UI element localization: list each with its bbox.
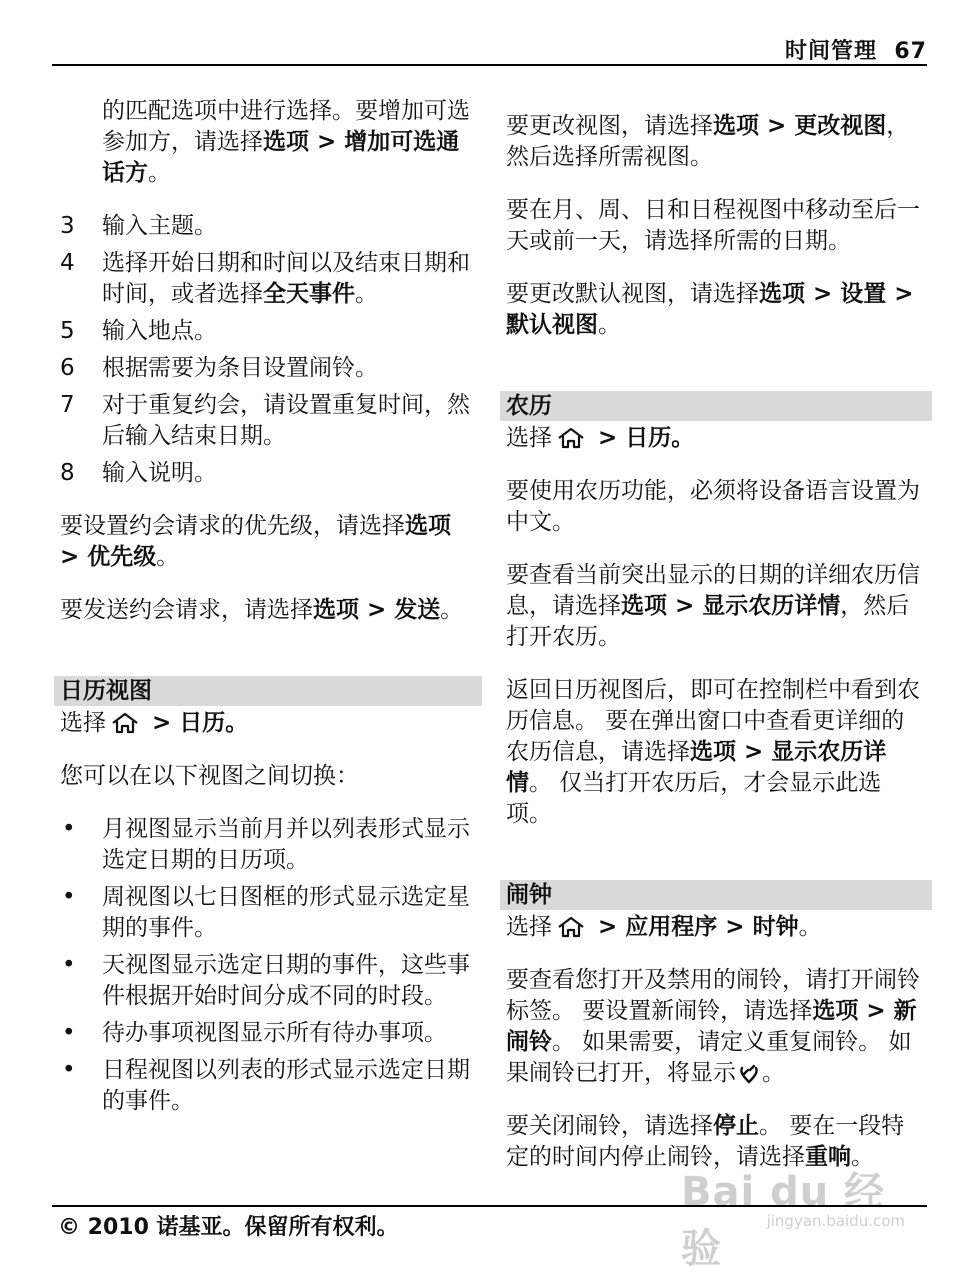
move-paragraph: 要在月、周、日和日程视图中移动至后一天或前一天，请选择所需的日期。	[506, 197, 920, 254]
text: 。 要在一段特定的时间内停止闹铃，请选择	[506, 1113, 905, 1170]
add-label: 增加	[344, 129, 391, 155]
options-label: 选项	[313, 597, 359, 623]
bullet-text: 日程视图以列表的形式显示选定日期的事件。	[102, 1057, 470, 1114]
step-item	[60, 458, 476, 489]
watermark-url: jingyan.baidu.com	[766, 1212, 905, 1230]
step-text: 对于重复约会，请设置重复时间，然后输入结束日期。	[102, 392, 470, 449]
view-bullet-item	[60, 882, 476, 944]
options-label: 选项	[263, 129, 309, 155]
snooze-label: 重响	[805, 1144, 851, 1170]
header-title-line	[785, 34, 927, 65]
default-view-paragraph	[506, 279, 926, 341]
text: 。 仅当打开农历后，才会显示此选项。	[506, 770, 882, 827]
alarm-active-icon	[738, 1062, 760, 1084]
step-text: 输入地点。	[102, 318, 217, 344]
applications-label: 应用程序	[625, 914, 718, 940]
lunar-requirement: 要使用农历功能，必须将设备语言设置为中文。	[506, 478, 920, 535]
sep: >	[805, 281, 841, 307]
step-text: 根据需要为条目设置闹铃。	[102, 355, 378, 381]
period: 。	[762, 1060, 785, 1086]
stop-label: 停止	[713, 1113, 759, 1139]
calendar-label: > 日历。	[144, 710, 249, 736]
text: 要查看当前突出显示的日期的详细农历信息，请选择	[506, 562, 920, 619]
send-label: 发送	[394, 597, 441, 623]
all-day-event-label: 全天事件	[263, 281, 355, 307]
text: 要关闭闹铃，请选择	[506, 1113, 713, 1139]
show-lunar-details-label: 显示农历详情	[506, 739, 887, 796]
step-number: 7	[60, 392, 75, 418]
text: 要更改默认视图，请选择	[506, 281, 759, 307]
bullet-text: 周视图以七日图框的形式显示选定星期的事件。	[102, 884, 470, 941]
optional-attendee-label: 可选通话方	[102, 129, 460, 186]
text: 选择	[60, 710, 106, 736]
step-item	[60, 390, 476, 452]
view-bullet-item	[60, 1055, 476, 1117]
left-column	[60, 96, 476, 1123]
footer-divider	[52, 1205, 927, 1207]
sep: >	[858, 998, 894, 1024]
bullet-text: 天视图显示选定日期的事件，这些事件根据开始时间分成不同的时段。	[102, 952, 470, 1009]
period: 。	[148, 160, 171, 186]
options-label: 选项	[405, 513, 451, 539]
section-lunar-title: 农历	[500, 391, 932, 421]
step-item	[60, 248, 476, 310]
sep: >	[759, 113, 795, 139]
show-lunar-details-label: 显示农历详情	[702, 593, 841, 619]
options-label: 选项	[713, 113, 759, 139]
settings-label: 设置	[840, 281, 887, 307]
lunar-detail-paragraph	[506, 560, 926, 653]
period: 。	[156, 544, 180, 570]
sep: >	[590, 914, 626, 940]
new-alarm-label: 新闹铃	[506, 998, 917, 1055]
default-view-label: 默认视图	[506, 312, 598, 338]
view-bullet-item	[60, 950, 476, 1012]
priority-paragraph	[60, 511, 476, 573]
options-label: 选项	[621, 593, 667, 619]
view-bullet-item	[60, 1018, 476, 1049]
text: 要查看您打开及禁用的闹铃，请打开闹铃标签。 要设置新闹铃，请选择	[506, 967, 920, 1024]
change-view-paragraph	[506, 111, 926, 173]
sep: >	[667, 593, 703, 619]
period: 。	[440, 597, 464, 623]
step-number: 3	[60, 213, 75, 239]
text: 选择	[506, 425, 552, 451]
footer-copyright: © 2010 诺基亚。保留所有权利。	[58, 1215, 399, 1240]
page-number: 67	[894, 39, 927, 64]
period: 。	[598, 312, 621, 338]
step-text: 输入主题。	[102, 213, 217, 239]
step-number: 5	[60, 318, 75, 344]
sep: >	[717, 914, 753, 940]
text: ，然后选择所需视图。	[506, 113, 910, 170]
step-number: 4	[60, 250, 75, 276]
text: 要发送约会请求，请选择	[60, 597, 313, 623]
bullet-mark: •	[62, 1020, 76, 1046]
baidu-watermark	[681, 1160, 911, 1272]
step-number: 8	[60, 460, 75, 486]
options-label: 选项	[759, 281, 805, 307]
cont-text-a: 的匹配选项中进行选择。要增加	[102, 98, 424, 124]
watermark-logo-text: Bai du 经验	[681, 1169, 886, 1272]
calendar-label: > 日历。	[590, 425, 695, 451]
step-text: 输入说明。	[102, 460, 217, 486]
home-icon	[556, 427, 586, 449]
text: 选择	[506, 914, 552, 940]
text: 返回日历视图后，即可在控制栏中看到农历信息。 要在弹出窗口中查看更详细的农历信息，请选择	[506, 677, 920, 765]
period: 。	[355, 281, 378, 307]
bullet-mark: •	[62, 816, 76, 842]
text: 要更改视图，请选择	[506, 113, 713, 139]
sep: >	[309, 129, 345, 155]
bullet-text: 待办事项视图显示所有待办事项。	[102, 1020, 447, 1046]
select-calendar-line	[60, 708, 476, 739]
alarm-paragraph	[506, 965, 926, 1089]
right-column	[506, 111, 926, 1195]
options-label: 选项	[690, 739, 736, 765]
section-calendar-views-title: 日历视图	[54, 676, 482, 706]
step-item	[60, 211, 476, 242]
cont-text-b: 可选参加方，请选择	[102, 98, 470, 155]
priority-label: 优先级	[87, 544, 157, 570]
text: 。 如果需要，请定义重复闹铃。 如果闹铃已打开，将显示	[506, 1029, 912, 1086]
sep: >	[359, 597, 395, 623]
continued-step-text	[60, 96, 476, 189]
page-header	[52, 30, 927, 66]
chapter-title: 时间管理	[785, 39, 878, 64]
text: 要设置约会请求的优先级，请选择	[60, 513, 405, 539]
lunar-back-paragraph	[506, 675, 926, 830]
bullet-mark: •	[62, 1057, 76, 1083]
bullet-text: 月视图显示当前月并以列表形式显示选定日期的日历项。	[102, 816, 470, 873]
step-item	[60, 316, 476, 347]
clock-label: 时钟	[752, 914, 799, 940]
bullet-mark: •	[62, 952, 76, 978]
period: 。	[851, 1144, 874, 1170]
home-icon	[556, 916, 586, 938]
select-clock-line	[506, 912, 926, 943]
sep: >	[886, 281, 914, 307]
step-item	[60, 353, 476, 384]
switch-intro: 您可以在以下视图之间切换：	[60, 763, 359, 789]
home-icon	[110, 712, 140, 734]
step-text: 选择开始日期和时间以及结束日期和时间，或者选择	[102, 250, 470, 307]
bullet-mark: •	[62, 884, 76, 910]
text: ，然后打开农历。	[506, 593, 910, 650]
sep: >	[736, 739, 772, 765]
sep: >	[60, 544, 88, 570]
change-view-label: 更改视图	[794, 113, 887, 139]
send-paragraph	[60, 595, 476, 626]
period: 。	[798, 914, 822, 940]
step-number: 6	[60, 355, 75, 381]
options-label: 选项	[812, 998, 859, 1024]
section-clock-title: 闹钟	[500, 880, 932, 910]
select-lunar-line	[506, 423, 926, 454]
view-bullet-item	[60, 814, 476, 876]
